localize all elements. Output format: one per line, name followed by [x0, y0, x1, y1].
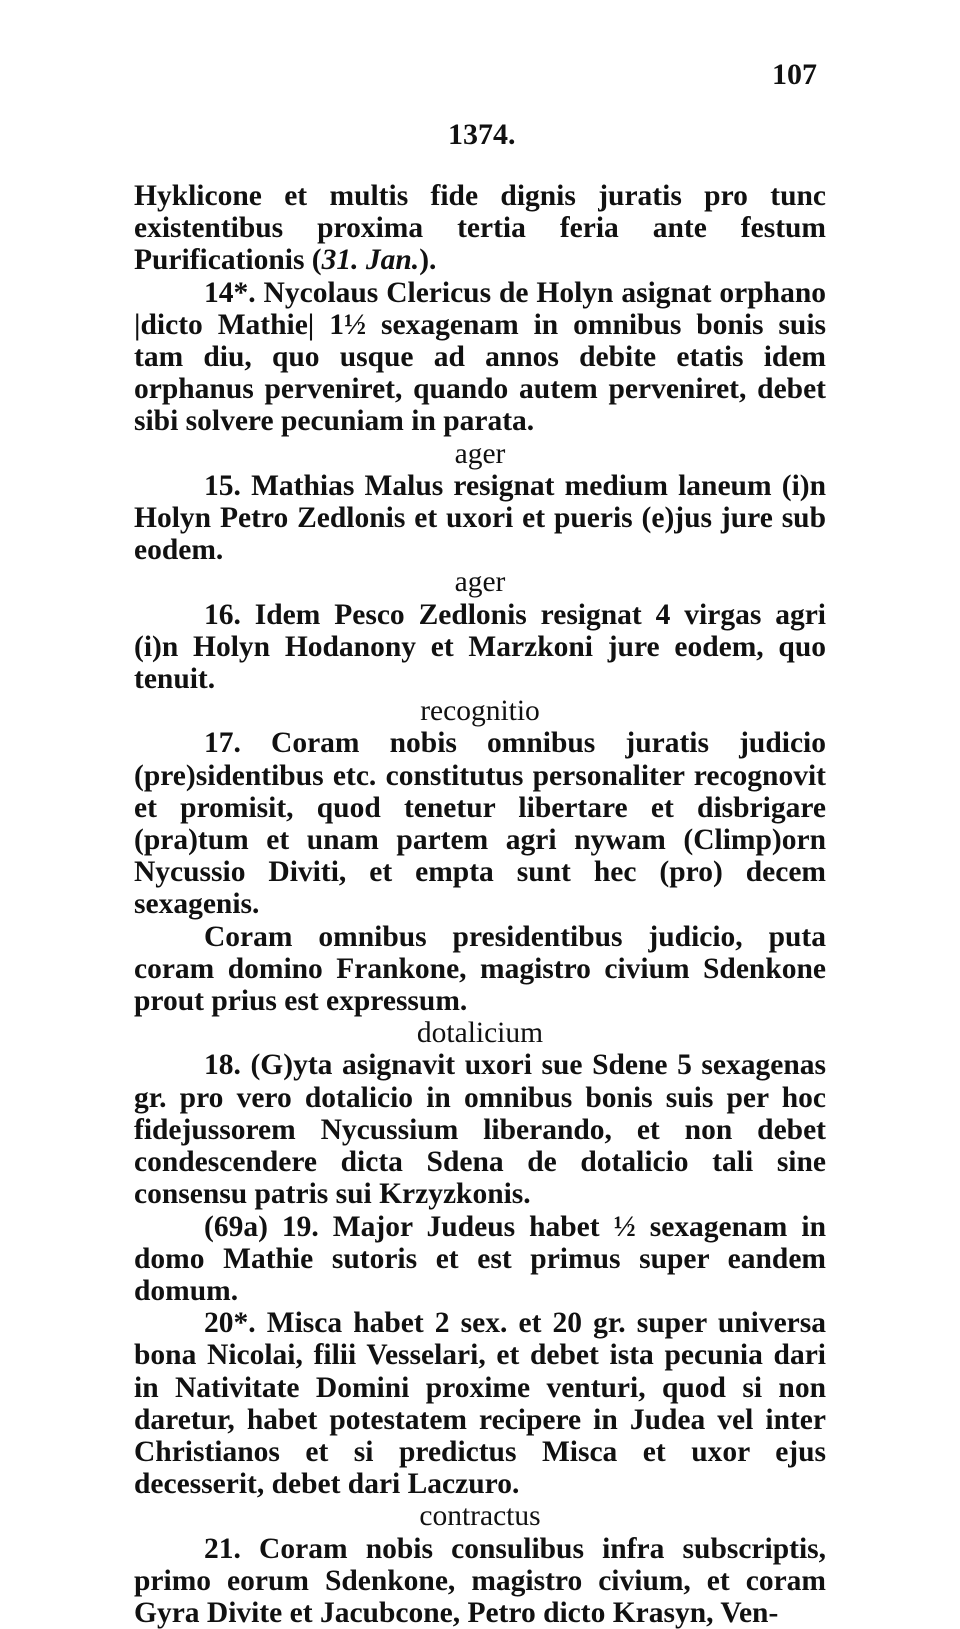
- text-run: 17. Coram nobis omnibus juratis judicio (pre)sidentibus etc. constitutus personaliter recognovit et promisit, quod tenetur libertare et disbrigare (pra)tum et unam partem agri nywam (Climp)orn Nycussio Diviti, et empta sunt hec (pro) decem sexagenis.: [134, 727, 826, 921]
- text-run: 20*. Misca habet 2 sex. et 20 gr. super universa bona Nicolai, filii Vesselari, et debet ista pecunia dari in Nativitate Domini proxime venturi, quod si non daretur, habet potestatem recipere in Judea vel inter Christianos et si predictus Misca et uxor ejus decesserit, debet dari Laczuro.: [134, 1307, 826, 1501]
- text-run: Coram omnibus presidentibus judicio, puta coram domino Frankone, magistro civium Sdenkone prout prius est expressum.: [134, 920, 826, 1018]
- paragraph: [134, 921, 826, 1018]
- paragraph: [134, 1533, 826, 1629]
- section-heading: dotalicium: [416, 1017, 544, 1050]
- text-run: (69a) 19. Major Judeus habet ½ sexagenam in domo Mathie sutoris et est primus super eandem domum.: [134, 1210, 826, 1307]
- paragraph: [134, 727, 826, 920]
- paragraph: [134, 470, 826, 567]
- body-text: [134, 180, 826, 1629]
- page-number: 107: [772, 58, 817, 91]
- paragraph: [134, 277, 826, 438]
- paragraph: [134, 599, 826, 696]
- section-heading: recognitio: [420, 695, 540, 728]
- text-run: 16. Idem Pesco Zedlonis resignat 4 virgas agri (i)n Holyn Hodanony et Marzkoni jure eodem, quo tenuit.: [134, 598, 826, 696]
- text-run: 14*. Nycolaus Clericus de Holyn asignat orphano |dicto Mathie| 1½ sexagenam in omnibus bonis suis tam diu, quo usque ad annos debite etatis idem orphanus perveniret, quando autem perveniret, debet sibi solvere pecuniam in parata.: [134, 276, 826, 438]
- text-run: 21. Coram nobis consulibus infra subscriptis, primo eorum Sdenkone, magistro civium, et coram Gyra Divite et Jacubcone, Petro dicto Krasyn, Ven-: [134, 1532, 826, 1629]
- italic-date: 31. Jan.: [321, 244, 420, 277]
- text-run: 15. Mathias Malus resignat medium laneum (i)n Holyn Petro Zedlonis et uxori et pueris (e)jus jure sub eodem.: [134, 469, 826, 567]
- section-heading: ager: [454, 566, 506, 599]
- section-heading: ager: [454, 437, 506, 470]
- text-run: Hyklicone et multis fide dignis juratis pro tunc existentibus proxima tertia feria ante festum Purificationis (: [134, 180, 826, 277]
- text-run: ).: [419, 244, 437, 277]
- running-head-year: 1374.: [448, 118, 516, 151]
- paragraph: [134, 1211, 826, 1308]
- paragraph: [134, 1307, 826, 1500]
- paragraph: [134, 1049, 826, 1210]
- section-heading: contractus: [419, 1500, 541, 1533]
- text-run: 18. (G)yta asignavit uxori sue Sdene 5 sexagenas gr. pro vero dotalicio in omnibus bonis suis per hoc fidejussorem Nycussium liberando, et non debet condescendere dicta Sdena de dotalicio tali sine consensu patris sui Krzyzkonis.: [134, 1049, 826, 1211]
- paragraph: [134, 180, 826, 277]
